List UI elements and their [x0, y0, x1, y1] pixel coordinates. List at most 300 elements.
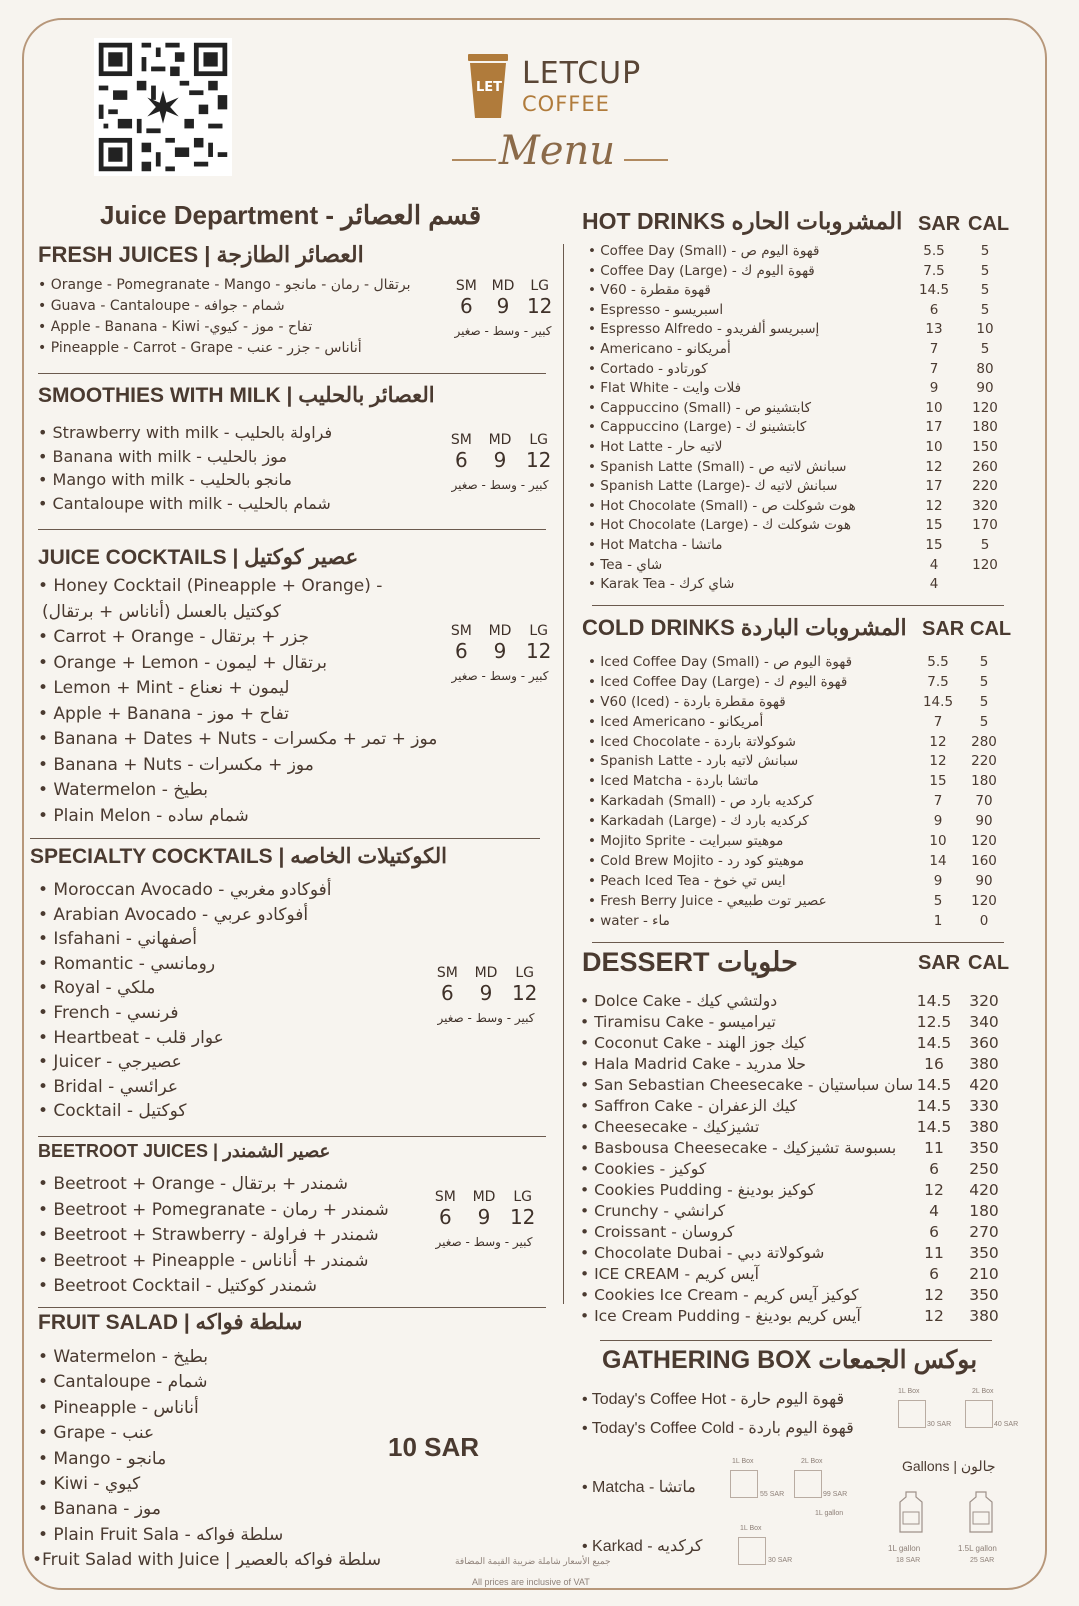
fruit-salad-price: 10 SAR — [388, 1432, 480, 1462]
juice-cocktails-size-prices — [442, 623, 558, 683]
cold-drinks-title: COLD DRINKS المشروبات الباردة — [582, 615, 907, 640]
fresh-juices-title: FRESH JUICES | العصائر الطازجة — [38, 242, 364, 267]
item-name: • Espresso - اسبريسو — [588, 301, 724, 318]
specialty-cocktails-title: SPECIALTY COCKTAILS | الكوكتيلات الخاصه — [30, 845, 447, 868]
item-price-sar: 4 — [929, 556, 939, 573]
item-name: • Cortado - كورتادو — [588, 360, 708, 377]
item-price-sar: 7.5 — [923, 262, 945, 279]
matcha-box-1l-icon — [730, 1470, 758, 1498]
size-md-label: MD — [472, 1189, 496, 1205]
item-calories: 150 — [972, 438, 998, 455]
size-arabic-labels: كبير - وسط - صغير — [437, 1011, 535, 1025]
item-name: • Spanish Latte (Large)- سبانش لاتيه ك — [588, 478, 838, 495]
item-name: • Tea - شاي — [588, 556, 663, 573]
item-name: • Saffron Cake - كيك الزعفران — [580, 1097, 798, 1115]
box-1l-price: 30 SAR — [927, 1421, 952, 1428]
box-1l-label: 1L Box — [898, 1388, 920, 1395]
item-price-sar: 10 — [929, 833, 947, 850]
list-item: • Bridal - عرائسي — [38, 1076, 179, 1097]
item-price-sar: 7 — [933, 713, 943, 730]
price-row — [588, 419, 1008, 439]
section-divider — [592, 605, 1004, 606]
specialty-cocktails-list — [38, 878, 332, 1124]
price-row — [588, 478, 1008, 498]
size-lg-label: LG — [529, 623, 548, 639]
item-name: • Croissant - كروسان — [580, 1223, 735, 1241]
item-price-sar: 11 — [924, 1244, 944, 1262]
item-name: • Espresso Alfredo - إسبريسو ألفريدو — [588, 321, 820, 338]
size-arabic-labels: كبير - وسط - صغير — [435, 1235, 533, 1249]
size-sm-label: SM — [450, 432, 472, 448]
item-price-sar: 10 — [925, 399, 943, 416]
item-calories: 180 — [972, 419, 998, 436]
item-calories: 5 — [979, 693, 989, 710]
price-row — [580, 1076, 1010, 1097]
price-sm: 6 — [454, 639, 468, 663]
brand-name: LETCUP — [522, 56, 642, 91]
item-name: • Hot Chocolate (Small) - هوت شوكلت ص — [588, 497, 856, 514]
list-item: • Watermelon - بطيخ — [38, 1347, 209, 1367]
item-price-sar: 14.5 — [916, 1118, 952, 1136]
item-name: • Spanish Latte - سبانش لاتيه بارد — [588, 753, 799, 770]
size-md-label: MD — [474, 965, 498, 981]
item-price-sar: 12 — [925, 497, 943, 514]
price-row — [588, 439, 1008, 459]
item-price-sar: 4 — [929, 576, 939, 593]
item-calories: 350 — [969, 1139, 999, 1157]
item-name: • Tiramisu Cake - تيراميسو — [580, 1013, 776, 1031]
item-calories: 120 — [971, 833, 997, 850]
item-calories: 5 — [980, 262, 990, 279]
coffee-box-1l-icon — [898, 1400, 926, 1428]
list-item: • Plain Melon - شمام ساده — [38, 805, 249, 826]
box-2l-label: 2L Box — [972, 1388, 994, 1395]
price-row — [588, 714, 1008, 734]
list-item: • French - فرنسي — [38, 1002, 179, 1023]
item-name: • ICE CREAM - آيس كريم — [580, 1265, 759, 1283]
sar-header: SAR — [918, 213, 961, 235]
price-md: 9 — [477, 1205, 491, 1229]
list-item: • Carrot + Orange - جزر + برتقال — [38, 627, 310, 647]
size-arabic-labels: كبير - وسط - صغير — [451, 669, 549, 683]
price-row — [588, 557, 1008, 577]
item-name: • Basbousa Cheesecake - بسبوسة تشيزكيك — [580, 1139, 897, 1157]
item-calories: 160 — [971, 852, 997, 869]
price-row — [588, 321, 1008, 341]
vat-note-english: All prices are inclusive of VAT — [472, 1577, 590, 1587]
item-price-sar: 6 — [929, 301, 939, 318]
price-sm: 6 — [438, 1205, 452, 1229]
item-name: • Coconut Cake - كيك جوز الهند — [580, 1034, 806, 1052]
item-name: • Cappuccino (Small) - كابتشينو ص — [588, 399, 811, 416]
list-item: • Plain Fruit Sala - سلطة فواكه — [38, 1524, 284, 1545]
price-row — [580, 1244, 1010, 1265]
item-price-sar: 5.5 — [923, 243, 945, 259]
list-item: • Orange + Lemon - برتقال + ليمون — [38, 652, 328, 673]
item-price-sar: 14.5 — [916, 992, 952, 1010]
hot-drinks-title: HOT DRINKS المشروبات الحاره — [582, 208, 903, 234]
item-name: • Dolce Cake - دولتشي كيك — [580, 992, 778, 1010]
list-item: • Apple - Banana - Kiwi -تفاح - موز - كيوي — [38, 319, 313, 335]
price-row — [588, 654, 1008, 674]
item-price-sar: 6 — [929, 1223, 939, 1241]
item-price-sar: 14.5 — [916, 1034, 952, 1052]
item-name: • Coffee Day (Large) - قهوة اليوم ك — [588, 262, 815, 279]
item-name: • Cookies Ice Cream - كوكيز آيس كريم — [580, 1286, 859, 1304]
sar-header: SAR — [918, 952, 961, 974]
price-row — [588, 243, 1008, 263]
item-price-sar: 6 — [929, 1160, 939, 1178]
item-name: • Peach Iced Tea - ايس تي خوخ — [588, 872, 786, 889]
item-price-sar: 15 — [925, 536, 943, 553]
price-md: 9 — [493, 639, 507, 663]
gallon-1l-price: 18 SAR — [896, 1557, 921, 1564]
list-item: كوكتيل بالعسل (أناناس + برتقال) — [42, 601, 281, 622]
item-name: • Americano - أمريكانو — [588, 340, 731, 357]
price-sm: 6 — [459, 294, 473, 318]
juice-cocktails-list — [38, 574, 437, 829]
item-calories: 210 — [969, 1265, 999, 1283]
price-row — [580, 1034, 1010, 1055]
vat-note-arabic: جميع الأسعار شاملة ضريبة القيمة المضافة — [455, 1556, 611, 1566]
price-row — [580, 1286, 1010, 1307]
item-price-sar: 12 — [925, 458, 943, 475]
coffee-box-2l-icon — [965, 1400, 993, 1428]
list-item: • Isfahani - أصفهاني — [38, 929, 198, 950]
price-sm: 6 — [454, 448, 468, 472]
specialty-size-prices — [428, 965, 544, 1025]
item-calories: 120 — [972, 399, 998, 416]
item-name: • Cold Brew Mojito - موهيتو كود رد — [588, 852, 805, 869]
gallon-1-5l-price: 25 SAR — [970, 1557, 995, 1564]
item-calories: 320 — [972, 497, 998, 514]
item-price-sar: 14 — [929, 852, 947, 869]
item-price-sar: 14.5 — [916, 1076, 952, 1094]
price-row — [588, 459, 1008, 479]
list-item: • Mango - مانجو — [38, 1448, 167, 1469]
item-name: • V60 - قهوة مقطرة — [588, 282, 711, 299]
list-item: • Cantaloupe with milk - شمام بالحليب — [38, 493, 331, 513]
section-divider — [38, 1307, 546, 1308]
item-calories: 180 — [969, 1202, 999, 1220]
item-name: • Fresh Berry Juice - عصير توت طبيعي — [588, 892, 827, 909]
item-price-sar: 1 — [933, 912, 943, 929]
list-item: • Beetroot Cocktail - شمندر كوكتيل — [38, 1276, 317, 1296]
price-row — [588, 361, 1008, 381]
list-item: • Honey Cocktail (Pineapple + Orange) - — [38, 576, 383, 596]
price-row — [580, 1097, 1010, 1118]
item-name: • water - ماء — [588, 912, 670, 929]
item-price-sar: 6 — [929, 1265, 939, 1283]
item-name: • Iced Chocolate - شوكولاتة باردة — [588, 733, 796, 750]
item-calories: 320 — [969, 992, 999, 1010]
column-divider — [563, 244, 564, 1304]
beetroot-title: BEETROOT JUICES | عصير الشمندر — [38, 1141, 331, 1161]
item-name: • Coffee Day (Small) - قهوة اليوم ص — [588, 243, 820, 259]
item-name: • Flat White - فلات وايت — [588, 380, 742, 397]
item-calories: 0 — [979, 912, 989, 929]
fruit-salad-list — [32, 1345, 382, 1574]
list-item: • Juicer - عصيرجي — [38, 1052, 182, 1073]
item-name: • Cappuccino (Large) - كابتشينو ك — [588, 419, 807, 436]
item-calories: 330 — [969, 1097, 999, 1115]
item-calories: 5 — [980, 340, 990, 357]
smoothies-list — [38, 421, 332, 515]
matcha-box-2l-icon — [794, 1470, 822, 1498]
cal-header: CAL — [968, 952, 1010, 974]
item-name: • Karkadah (Small) - كركديه بارد ص — [588, 793, 814, 810]
size-md-label: MD — [488, 623, 512, 639]
price-lg: 12 — [511, 981, 538, 1005]
size-lg-label: LG — [513, 1189, 532, 1205]
list-item: • Beetroot + Pomegranate - شمندر + رمان — [38, 1199, 389, 1220]
item-name: • Hot Latte - لاتيه حار — [588, 438, 723, 455]
item-calories: 380 — [969, 1055, 999, 1073]
cold-drinks-table — [588, 654, 1008, 933]
gathering-matcha: • Matcha - ماتشا — [582, 1479, 696, 1496]
qr-code-icon[interactable] — [94, 38, 232, 176]
price-row — [580, 1307, 1010, 1328]
hot-drinks-table — [588, 243, 1008, 596]
gathering-coffee-cold: • Today's Coffee Cold - قهوة اليوم باردة — [582, 1420, 854, 1437]
beetroot-list — [38, 1172, 389, 1300]
item-calories: 5 — [979, 713, 989, 730]
price-md: 9 — [479, 981, 493, 1005]
gallon-1-5l-icon — [968, 1490, 994, 1534]
item-price-sar: 12 — [924, 1307, 944, 1325]
price-row — [580, 1202, 1010, 1223]
fresh-juices-size-prices — [448, 278, 558, 338]
menu-title: Menu — [498, 128, 616, 174]
list-item: • Mango with milk - مانجو بالحليب — [38, 470, 292, 489]
karkad-box-1l-price: 30 SAR — [768, 1557, 793, 1564]
list-item: • Guava - Cantaloupe - شمام - جوافه — [38, 298, 285, 314]
item-calories: 220 — [971, 753, 997, 770]
item-calories: 260 — [972, 458, 998, 475]
price-row — [588, 537, 1008, 557]
box-2l-price: 40 SAR — [994, 1421, 1019, 1428]
item-calories: 220 — [972, 478, 998, 495]
list-item: • Pineapple - Carrot - Grape - أناناس - جزر - عنب — [38, 340, 362, 356]
item-price-sar: 13 — [925, 321, 943, 338]
item-calories: 5 — [980, 301, 990, 318]
price-row — [588, 694, 1008, 714]
size-lg-label: LG — [530, 278, 549, 294]
fresh-juices-list — [38, 275, 411, 359]
item-calories: 5 — [979, 673, 989, 690]
price-lg: 12 — [526, 294, 553, 318]
list-item: • Lemon + Mint - ليمون + نعناع — [38, 678, 290, 698]
list-item: • Cantaloupe - شمام — [38, 1372, 208, 1393]
item-price-sar: 7 — [929, 340, 939, 357]
price-row — [588, 853, 1008, 873]
item-calories: 5 — [980, 536, 990, 553]
price-row — [580, 1139, 1010, 1160]
price-row — [580, 1223, 1010, 1244]
list-item: • Heartbeat - عوار قلب — [38, 1027, 224, 1048]
price-row — [588, 674, 1008, 694]
dessert-table — [580, 992, 1010, 1328]
size-md-label: MD — [488, 432, 512, 448]
size-sm-label: SM — [434, 1189, 456, 1205]
price-md: 9 — [493, 448, 507, 472]
price-lg: 12 — [509, 1205, 536, 1229]
item-calories: 380 — [969, 1307, 999, 1325]
item-calories: 5 — [980, 243, 990, 259]
item-price-sar: 7.5 — [927, 673, 949, 690]
gallon-1l-icon — [898, 1490, 924, 1534]
price-row — [588, 517, 1008, 537]
price-row — [580, 1265, 1010, 1286]
item-calories: 5 — [980, 282, 990, 299]
list-item: • Grape - عنب — [38, 1423, 155, 1444]
item-name: • Spanish Latte (Small) - سبانش لاتيه ص — [588, 458, 847, 475]
list-item: • Banana - موز — [38, 1499, 161, 1520]
item-price-sar: 9 — [929, 380, 939, 397]
item-price-sar: 12 — [924, 1286, 944, 1304]
matcha-box-1l-label: 1L Box — [732, 1458, 754, 1465]
item-name: • Hot Matcha - ماتشا — [588, 536, 723, 553]
item-calories: 360 — [969, 1034, 999, 1052]
beetroot-size-prices — [426, 1189, 542, 1249]
item-price-sar: 9 — [933, 872, 943, 889]
price-md: 9 — [496, 294, 510, 318]
price-row — [588, 400, 1008, 420]
item-price-sar: 9 — [933, 813, 943, 830]
item-name: • Chocolate Dubai - شوكولاتة دبي — [580, 1244, 825, 1262]
smoothies-title: SMOOTHIES WITH MILK | العصائر بالحليب — [38, 384, 435, 407]
price-row — [588, 833, 1008, 853]
section-divider — [592, 942, 1004, 943]
item-calories: 80 — [976, 360, 994, 377]
item-name: • Cookies Pudding - كوكيز بودينغ — [580, 1181, 816, 1199]
price-row — [580, 1118, 1010, 1139]
price-row — [588, 498, 1008, 518]
item-calories: 340 — [969, 1013, 999, 1031]
gathering-coffee-hot: • Today's Coffee Hot - قهوة اليوم حارة — [582, 1391, 845, 1408]
matcha-box-2l-price: 99 SAR — [823, 1491, 848, 1498]
list-item: • Beetroot + Pineapple - شمندر + أناناس — [38, 1250, 369, 1271]
item-price-sar: 14.5 — [922, 693, 954, 710]
price-row — [588, 813, 1008, 833]
list-item: • Arabian Avocado - أفوكادو عربي — [38, 904, 309, 925]
price-row — [588, 773, 1008, 793]
gallons-label: Gallons | جالون — [902, 1458, 996, 1474]
item-calories: 280 — [971, 733, 997, 750]
item-calories: 180 — [971, 773, 997, 790]
price-row — [588, 873, 1008, 893]
item-name: • Cheesecake - تشيزكيك — [580, 1118, 760, 1136]
item-calories: 170 — [972, 517, 998, 534]
size-lg-label: LG — [515, 965, 534, 981]
item-price-sar: 10 — [925, 438, 943, 455]
juice-department-title: Juice Department - قسم العصائر — [100, 200, 482, 230]
price-row — [580, 1055, 1010, 1076]
list-item: • Cocktail - كوكتيل — [38, 1101, 187, 1122]
item-calories: 350 — [969, 1244, 999, 1262]
karkad-box-1l-icon — [738, 1537, 766, 1565]
size-lg-label: LG — [529, 432, 548, 448]
matcha-box-1l-price: 55 SAR — [760, 1491, 785, 1498]
list-item: • Banana with milk - موز بالحليب — [38, 446, 288, 466]
matcha-gallon-label: 1L gallon — [815, 1510, 844, 1517]
item-price-sar: 5.5 — [927, 654, 949, 670]
item-calories: 250 — [969, 1160, 999, 1178]
section-divider — [38, 373, 546, 374]
price-row — [588, 893, 1008, 913]
karkad-box-1l-label: 1L Box — [740, 1525, 762, 1532]
item-name: • Ice Cream Pudding - آيس كريم بودينغ — [580, 1307, 861, 1325]
list-item: • Watermelon - بطيخ — [38, 780, 209, 800]
item-name: • Karak Tea - شاي كرك — [588, 576, 735, 593]
item-price-sar: 7 — [933, 793, 943, 810]
item-name: • Iced Americano - أمريكانو — [588, 713, 764, 730]
list-item: • Royal - ملكي — [38, 978, 156, 999]
size-arabic-labels: كبير - وسط - صغير — [454, 324, 552, 338]
price-row — [588, 341, 1008, 361]
list-item: • Banana + Dates + Nuts - موز + تمر + مكسرات — [38, 729, 438, 749]
dessert-title: DESSERT حلويات — [582, 947, 798, 977]
item-name: • Karkadah (Large) - كركديه بارد ك — [588, 813, 809, 830]
item-price-sar: 11 — [924, 1139, 944, 1157]
section-divider — [30, 838, 540, 839]
size-sm-label: SM — [455, 278, 477, 294]
cal-header: CAL — [968, 213, 1010, 235]
item-calories: 420 — [969, 1076, 999, 1094]
size-md-label: MD — [491, 278, 515, 294]
item-price-sar: 17 — [925, 419, 943, 436]
section-divider — [600, 1340, 992, 1341]
price-lg: 12 — [525, 639, 552, 663]
list-item: • Orange - Pomegranate - Mango - برتقال - رمان - مانجو — [38, 277, 411, 293]
item-calories: 120 — [971, 892, 997, 909]
list-item: • Apple + Banana - تفاح + موز — [38, 703, 289, 724]
item-name: • Hot Chocolate (Large) - هوت شوكلت ك — [588, 517, 852, 534]
list-item: • Moroccan Avocado - أفوكادو مغربي — [38, 880, 332, 900]
brand-subtitle: COFFEE — [522, 92, 610, 116]
fruit-salad-title: FRUIT SALAD | سلطة فواكه — [38, 1311, 303, 1334]
item-calories: 10 — [976, 321, 994, 338]
list-item: • Pineapple - أناناس — [38, 1397, 199, 1418]
item-price-sar: 12 — [929, 753, 947, 770]
item-name: • Hala Madrid Cake - حلا مدريد — [580, 1055, 806, 1073]
cal-header: CAL — [970, 618, 1012, 640]
list-item: • Beetroot + Orange - شمندر + برتقال — [38, 1174, 348, 1194]
item-calories: 420 — [969, 1181, 999, 1199]
price-row — [588, 753, 1008, 773]
size-sm-label: SM — [450, 623, 472, 639]
item-price-sar: 14.5 — [916, 1097, 952, 1115]
price-row — [580, 1160, 1010, 1181]
size-arabic-labels: كبير - وسط - صغير — [451, 478, 549, 492]
price-sm: 6 — [440, 981, 454, 1005]
item-calories: 380 — [969, 1118, 999, 1136]
price-row — [588, 576, 1008, 596]
list-item: • Kiwi - كيوي — [38, 1474, 141, 1495]
item-price-sar: 5 — [933, 892, 943, 909]
item-name: • Iced Coffee Day (Large) - قهوة اليوم ك — [588, 673, 848, 690]
matcha-box-2l-label: 2L Box — [801, 1458, 823, 1465]
juice-cocktails-title: JUICE COCKTAILS | عصير كوكتيل — [38, 546, 359, 569]
price-row — [588, 282, 1008, 302]
item-calories: 90 — [976, 380, 994, 397]
price-lg: 12 — [525, 448, 552, 472]
section-divider — [38, 1136, 546, 1137]
item-price-sar: 12 — [929, 733, 947, 750]
gallon-1l-label: 1L gallon — [888, 1544, 921, 1553]
size-sm-label: SM — [436, 965, 458, 981]
price-row — [588, 734, 1008, 754]
